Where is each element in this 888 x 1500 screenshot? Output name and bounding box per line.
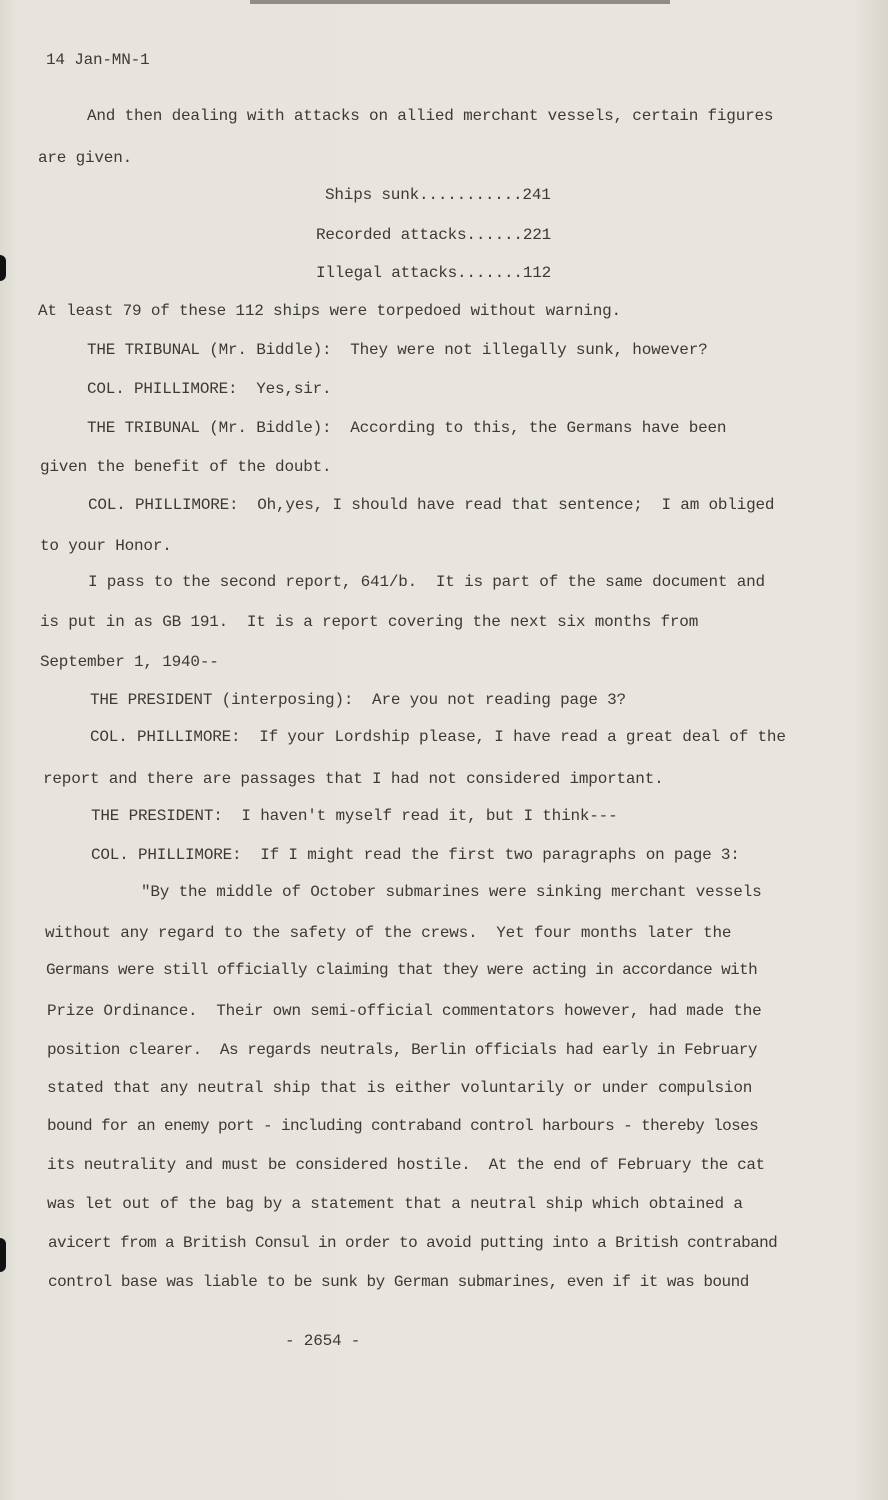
figure-recorded-attacks: Recorded attacks......221 — [316, 226, 552, 244]
punch-hole-mark — [0, 1238, 6, 1272]
text-line: report and there are passages that I had not considered important. — [43, 770, 664, 788]
quoted-text-line: "By the middle of October submarines were sinking merchant vessels — [141, 883, 762, 901]
quoted-text-line: without any regard to the safety of the crews. Yet four months later the — [45, 924, 732, 942]
text-line: are given. — [38, 149, 133, 167]
text-line: I pass to the second report, 641/b. It is part of the same document and — [88, 573, 765, 591]
quoted-text-line: Prize Ordinance. Their own semi-official commentators however, had made the — [47, 1002, 762, 1020]
quoted-text-line: was let out of the bag by a statement that a neutral ship which obtained a — [47, 1195, 743, 1213]
document-header: 14 Jan-MN-1 — [46, 51, 150, 69]
text-line: is put in as GB 191. It is a report covering the next six months from — [40, 613, 699, 631]
text-line: THE PRESIDENT (interposing): Are you not reading page 3? — [90, 691, 626, 709]
quoted-text-line: avicert from a British Consul in order to avoid putting into a British contraband — [48, 1234, 778, 1252]
quoted-text-line: bound for an enemy port - including contraband control harbours - thereby loses — [47, 1117, 759, 1135]
text-line: September 1, 1940-- — [40, 653, 219, 671]
text-line: At least 79 of these 112 ships were torpedoed without warning. — [38, 302, 621, 320]
figure-ships-sunk: Ships sunk...........241 — [325, 186, 551, 204]
scan-edge — [250, 0, 670, 4]
text-line: COL. PHILLIMORE: Oh,yes, I should have read that sentence; I am obliged — [88, 496, 775, 514]
text-line: And then dealing with attacks on allied merchant vessels, certain figures — [87, 107, 774, 125]
page-number: - 2654 - — [285, 1332, 361, 1350]
punch-hole-mark — [0, 255, 6, 281]
text-line: COL. PHILLIMORE: If I might read the first two paragraphs on page 3: — [91, 846, 740, 864]
text-line: THE PRESIDENT: I haven't myself read it, but I think--- — [91, 807, 618, 825]
figure-illegal-attacks: Illegal attacks.......112 — [316, 264, 552, 282]
quoted-text-line: its neutrality and must be considered hostile. At the end of February the cat — [47, 1156, 765, 1174]
text-line: THE TRIBUNAL (Mr. Biddle): They were not illegally sunk, however? — [87, 341, 708, 359]
quoted-text-line: stated that any neutral ship that is either voluntarily or under compulsion — [47, 1079, 753, 1097]
text-line: THE TRIBUNAL (Mr. Biddle): According to this, the Germans have been — [87, 419, 727, 437]
text-line: given the benefit of the doubt. — [40, 458, 332, 476]
quoted-text-line: Germans were still officially claiming that they were acting in accordance with — [46, 961, 758, 979]
text-line: COL. PHILLIMORE: If your Lordship please, I have read a great deal of the — [90, 728, 786, 746]
text-line: to your Honor. — [40, 537, 172, 555]
quoted-text-line: control base was liable to be sunk by German submarines, even if it was bound — [48, 1273, 749, 1291]
text-line: COL. PHILLIMORE: Yes,sir. — [87, 380, 332, 398]
quoted-text-line: position clearer. As regards neutrals, Berlin officials had early in February — [47, 1041, 757, 1059]
